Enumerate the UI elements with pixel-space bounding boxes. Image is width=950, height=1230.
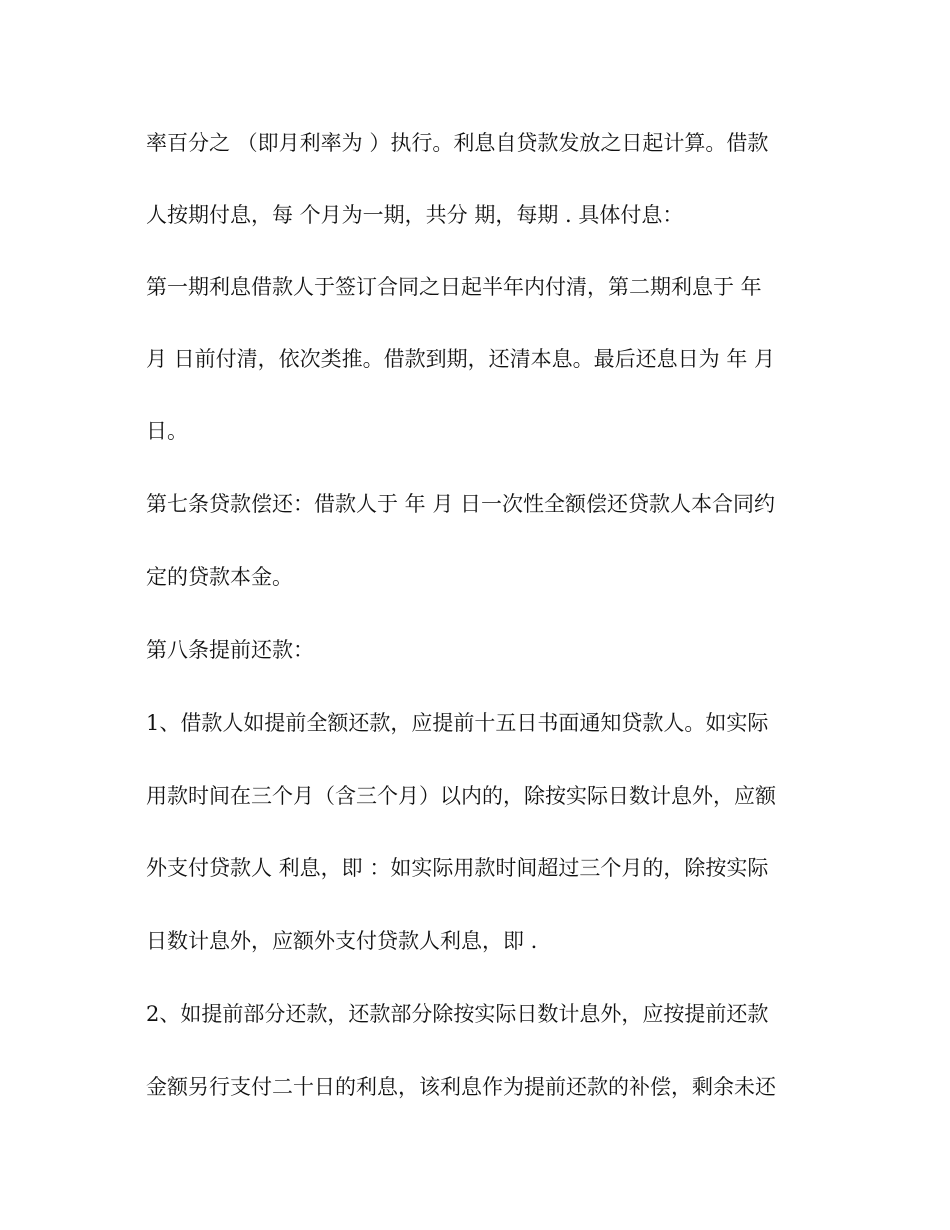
text-line: 外支付贷款人 利息，即 ：如实际用款时间超过三个月的，除按实际 xyxy=(146,856,769,880)
text-line: 人按期付息，每 个月为一期，共分 期，每期 . 具体付息： xyxy=(146,203,684,227)
text-line: 2、如提前部分还款，还款部分除按实际日数计息外，应按提前还款 xyxy=(146,1002,769,1026)
text-line: 第一期利息借款人于签订合同之日起半年内付清，第二期利息于 年 xyxy=(146,275,762,299)
section-heading: 第八条提前还款： xyxy=(146,638,314,662)
text-line: 用款时间在三个月（含三个月）以内的，除按实际日数计息外，应额 xyxy=(146,784,776,808)
text-line: 金额另行支付二十日的利息，该利息作为提前还款的补偿，剩余未还 xyxy=(146,1075,776,1099)
text-line: 日数计息外，应额外支付贷款人利息，即 . xyxy=(146,929,538,953)
text-line: 第七条贷款偿还：借款人于 年 月 日一次性全额偿还贷款人本合同约 xyxy=(146,492,776,516)
text-line: 日。 xyxy=(146,419,188,443)
text-line: 定的贷款本金。 xyxy=(146,565,293,589)
text-line: 月 日前付清，依次类推。借款到期，还清本息。最后还息日为 年 月 xyxy=(146,347,776,371)
text-line: 1、借款人如提前全额还款，应提前十五日书面通知贷款人。如实际 xyxy=(146,711,769,735)
text-line: 率百分之 （即月利率为 ）执行。利息自贷款发放之日起计算。借款 xyxy=(146,131,769,155)
